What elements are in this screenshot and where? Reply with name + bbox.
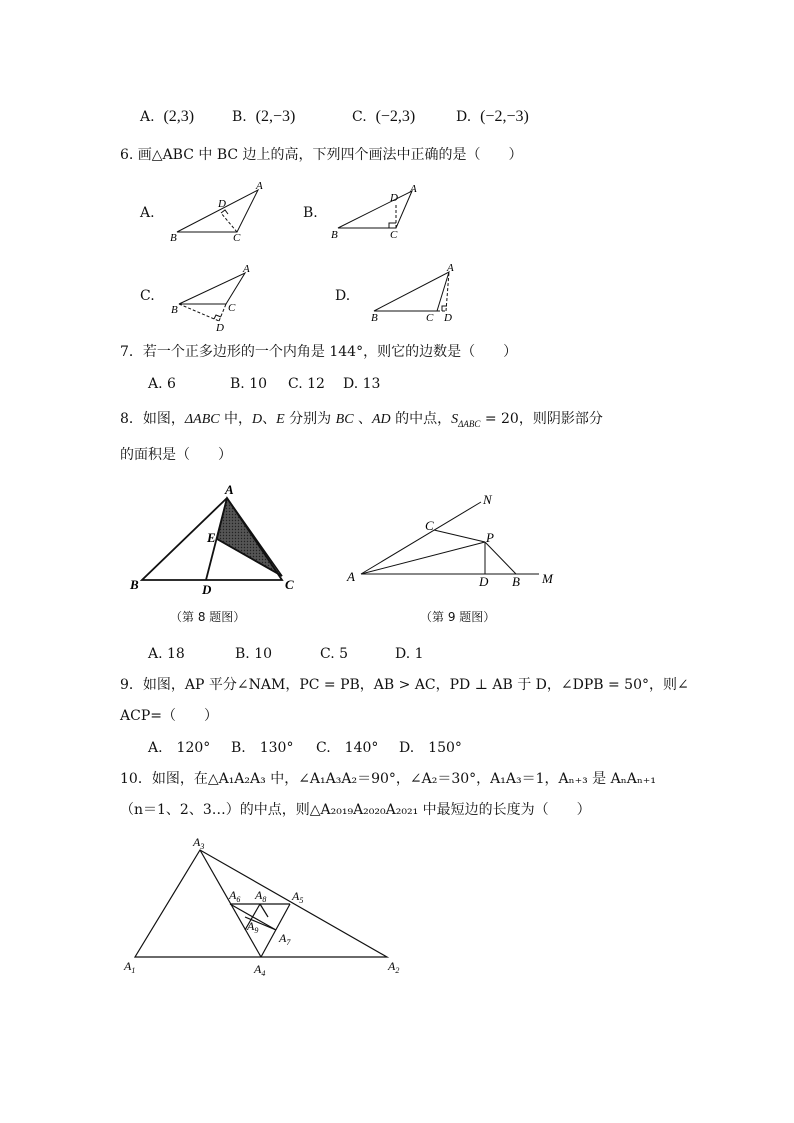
q6-fig-label-b: B. <box>303 205 318 221</box>
q5-option-a: A. (2,3) <box>140 108 195 125</box>
q9-point-c: C <box>425 518 434 533</box>
q8-point-e: E <box>207 530 216 545</box>
q9-option-a: A. 120° <box>148 740 211 756</box>
q6-fig-label-d: D. <box>335 288 351 304</box>
q8-stem-line1: 8．如图，ΔABC 中，D、E 分别为 BC 、AD 的中点，$S_{\Delta ABC} = 20$，则阴影部分 <box>120 411 603 429</box>
q5-option-c: C. (−2,3) <box>352 108 416 125</box>
q8-point-c: C <box>285 577 294 592</box>
q9-point-b: B <box>512 574 520 589</box>
q9-option-c: C. 140° <box>316 740 379 756</box>
q7-option-a: A. 6 <box>148 376 176 392</box>
q6a-point-c: C <box>233 232 241 244</box>
q10-point-a8: $A_8$ <box>255 888 267 904</box>
q8-point-b: B <box>130 577 139 592</box>
q6d-point-a: A <box>447 262 454 274</box>
q5-option-a-text: (2,3) <box>163 108 195 125</box>
q10-point-a1: $A_1$ <box>124 959 136 975</box>
q6c-point-c: C <box>228 302 236 314</box>
q5-option-d: D. (−2,−3) <box>456 108 529 125</box>
q7-option-d: D. 13 <box>343 376 381 392</box>
q6a-point-d: D <box>218 198 226 210</box>
q6-fig-label-c: C. <box>140 288 155 304</box>
q8-option-b: B. 10 <box>235 646 273 662</box>
q8-option-d: D. 1 <box>395 646 424 662</box>
q9-point-n: N <box>483 492 492 507</box>
q9-point-p: P <box>486 530 494 545</box>
q8-option-c: C. 5 <box>320 646 349 662</box>
q10-point-a9: $A_9$ <box>247 919 259 935</box>
q8-caption: （第 8 题图） <box>170 610 246 624</box>
q9-stem-line1: 9．如图，AP 平分∠NAM，PC = PB，AB > AC，PD ⊥ AB 于 D，∠DPB = 50°，则∠ <box>120 677 689 693</box>
q6b-point-d: D <box>390 192 398 204</box>
q5-option-c-text: (−2,3) <box>375 108 416 125</box>
q10-point-a5: $A_5$ <box>292 889 304 905</box>
q7-option-c: C. 12 <box>288 376 325 392</box>
q6c-point-d: D <box>216 322 224 334</box>
q8-stem-line2: 的面积是（ ） <box>120 447 232 463</box>
q6b-point-b: B <box>331 229 338 241</box>
q7-option-b: B. 10 <box>230 376 268 392</box>
q5-option-b: B. (2,−3) <box>232 108 296 125</box>
q6a-point-b: B <box>170 232 177 244</box>
q9-point-a: A <box>347 569 355 584</box>
q10-point-a3: $A_3$ <box>193 835 205 851</box>
q9-caption: （第 9 题图） <box>420 610 496 624</box>
q6c-point-b: B <box>171 304 178 316</box>
q9-stem-line2: ACP=（ ） <box>120 708 218 724</box>
q8-point-a: A <box>225 482 234 497</box>
q10-point-a6: $A_6$ <box>229 888 241 904</box>
q9-option-d: D. 150° <box>399 740 462 756</box>
q10-point-a7: $A_7$ <box>279 931 291 947</box>
q8-point-d: D <box>202 582 212 597</box>
q5-option-b-text: (2,−3) <box>255 108 296 125</box>
q10-stem-line2: （n＝1、2、3…）的中点，则△A₂₀₁₉A₂₀₂₀A₂₀₂₁ 中最短边的长度为（ ） <box>120 802 591 818</box>
q9-point-d: D <box>479 574 489 589</box>
q8-option-a: A. 18 <box>148 646 185 662</box>
q7-stem: 7．若一个正多边形的一个内角是 144°，则它的边数是（ ） <box>120 344 518 360</box>
q9-option-b: B. 130° <box>231 740 294 756</box>
q6-stem: 6. 画△ABC 中 BC 边上的高，下列四个画法中正确的是（ ） <box>120 147 523 163</box>
q10-point-a4: $A_4$ <box>254 962 266 978</box>
q6d-point-d: D <box>444 312 452 324</box>
q6d-point-c: C <box>426 312 434 324</box>
q10-point-a2: $A_2$ <box>388 959 400 975</box>
q5-option-d-text: (−2,−3) <box>480 108 529 125</box>
q6b-point-a: A <box>410 183 417 195</box>
q6b-point-c: C <box>390 229 398 241</box>
q6c-point-a: A <box>243 263 250 275</box>
q10-stem-line1: 10．如图，在△A₁A₂A₃ 中，∠A₁A₃A₂＝90°，∠A₂＝30°，A₁A₃＝1，Aₙ₊₃ 是 AₙAₙ₊₁ <box>120 771 656 787</box>
q9-point-m: M <box>542 571 553 586</box>
q6d-point-b: B <box>371 312 378 324</box>
q6-fig-label-a: A. <box>140 205 155 221</box>
q6a-point-a: A <box>256 180 263 192</box>
